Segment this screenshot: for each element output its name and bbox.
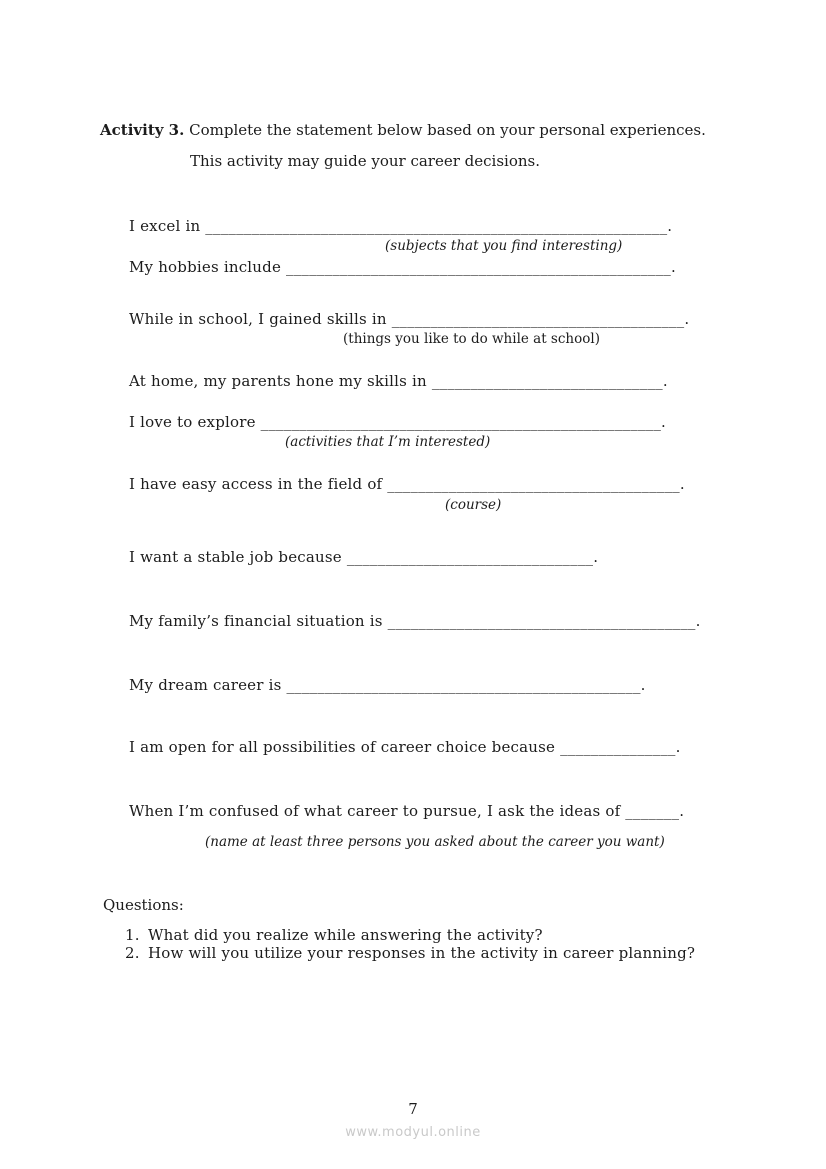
hint-text: (name at least three persons you asked about the career you want): [205, 834, 665, 850]
statement-line: I have easy access in the field of ______________________________________.: [129, 475, 685, 493]
hint-text: (activities that I’m interested): [285, 434, 491, 450]
hint-text: (course): [445, 497, 502, 513]
question-text: What did you realize while answering the activity?: [148, 926, 543, 944]
question-number: 1.: [125, 926, 140, 944]
statement-line: I am open for all possibilities of career choice because _______________.: [129, 738, 681, 756]
statement-line: My dream career is ______________________________________________.: [129, 676, 646, 694]
question-text: How will you utilize your responses in the activity in career planning?: [148, 944, 696, 962]
question-item: [125, 926, 543, 944]
statement-line: I want a stable job because ________________________________.: [129, 548, 599, 566]
activity-instruction-line2: This activity may guide your career decisions.: [190, 152, 540, 170]
activity-instruction-line1: Complete the statement below based on your personal experiences.: [189, 121, 706, 139]
question-number: 2.: [125, 944, 140, 962]
statement-line: My hobbies include __________________________________________________.: [129, 258, 676, 276]
statement-line: I excel in ____________________________________________________________.: [129, 217, 673, 235]
hint-text: (things you like to do while at school): [343, 331, 600, 347]
statement-line: When I’m confused of what career to pursue, I ask the ideas of _______.: [129, 802, 685, 820]
hint-text: (subjects that you find interesting): [385, 238, 623, 254]
page-number: 7: [408, 1100, 418, 1118]
question-item: [125, 944, 695, 962]
statement-line: I love to explore ____________________________________________________.: [129, 413, 667, 431]
questions-heading: Questions:: [103, 896, 184, 914]
statement-line: My family’s financial situation is ________________________________________.: [129, 612, 701, 630]
activity-label: Activity 3.: [100, 121, 185, 139]
statement-line: At home, my parents hone my skills in ______________________________.: [129, 372, 668, 390]
statement-line: While in school, I gained skills in ______________________________________.: [129, 310, 690, 328]
activity-header: [100, 121, 706, 139]
watermark: www.modyul.online: [345, 1125, 481, 1140]
